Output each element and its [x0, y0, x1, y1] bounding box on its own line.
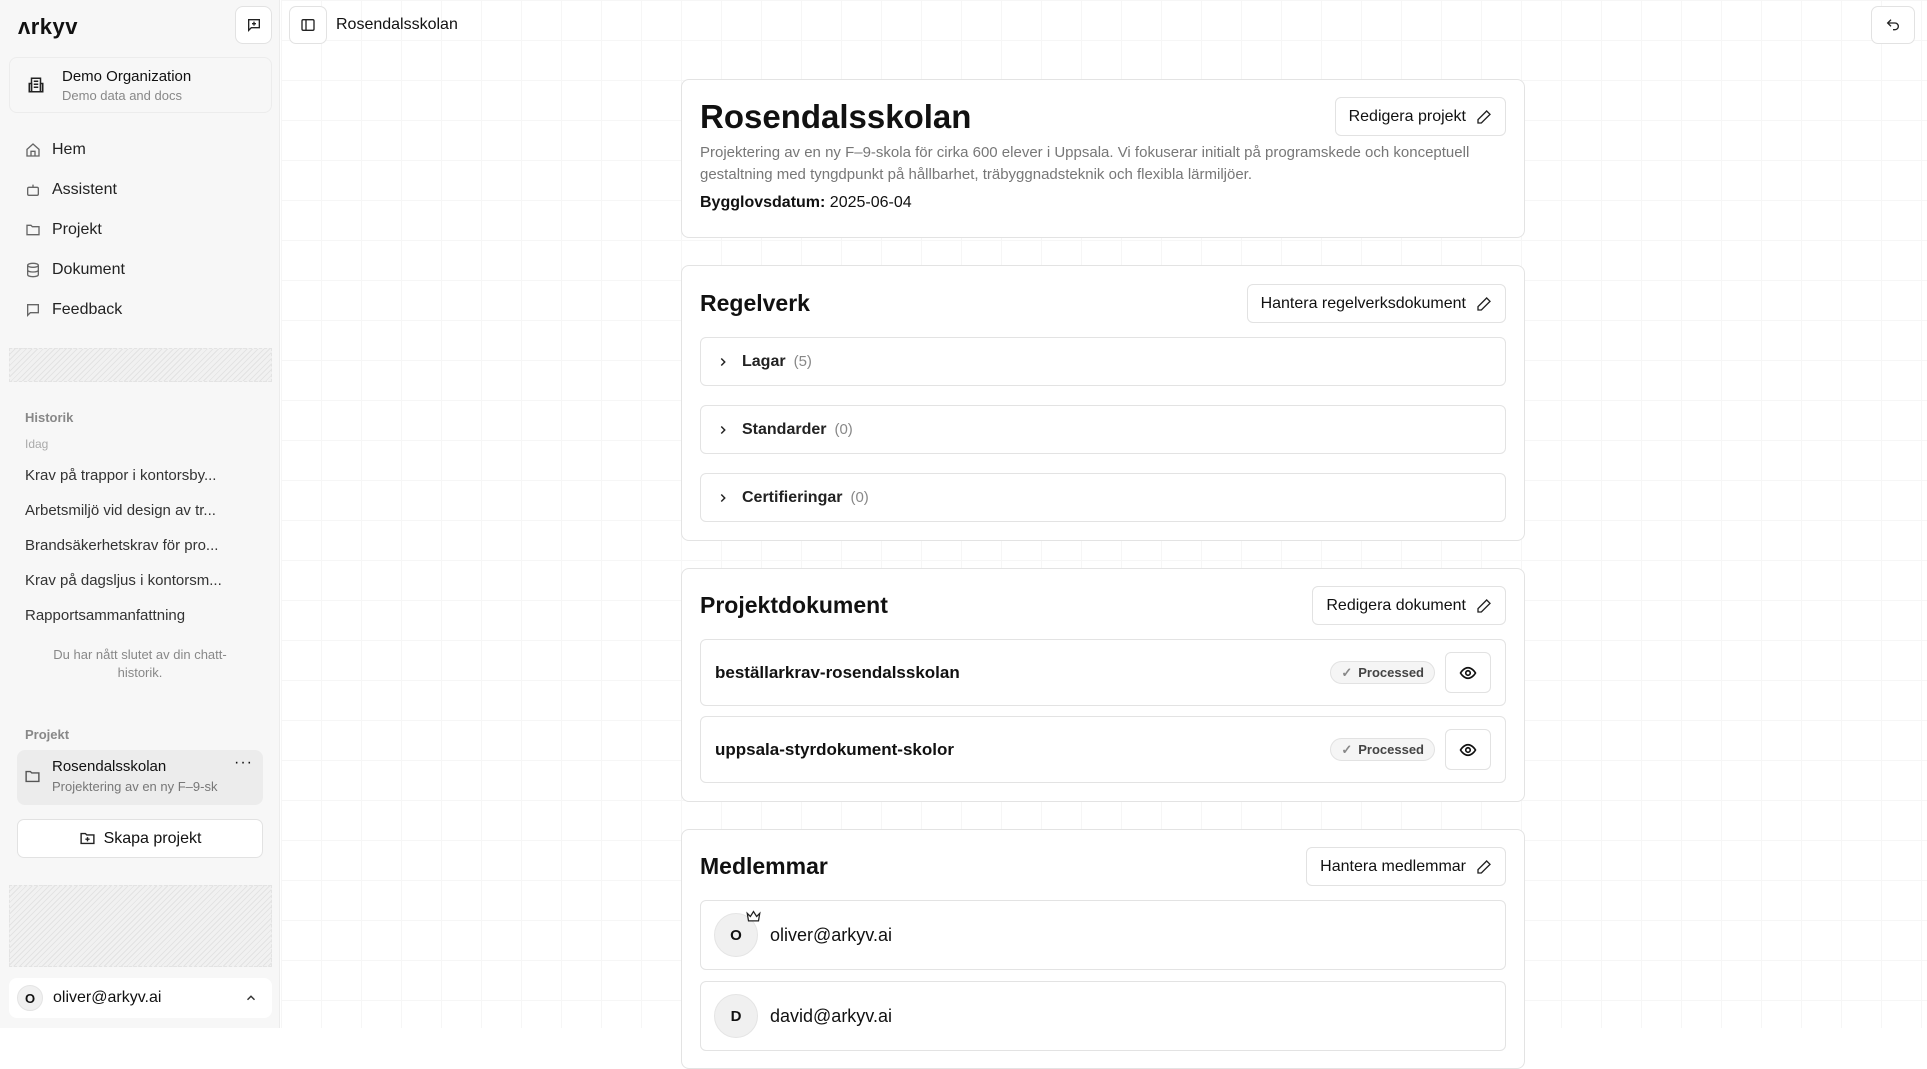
avatar: D [714, 994, 758, 1038]
document-name: beställarkrav-rosendalsskolan [715, 662, 960, 682]
manage-regulations-label: Hantera regelverksdokument [1260, 294, 1466, 312]
documents-card [681, 568, 1525, 802]
sidebar-item-dokument[interactable] [17, 250, 272, 290]
permit-label: Bygglovsdatum: [700, 194, 826, 211]
group-label: Certifieringar [742, 488, 843, 506]
sidebar-item-label: Dokument [52, 261, 125, 278]
sidebar-project-item[interactable] [17, 750, 263, 805]
regulation-group-certifieringar[interactable] [700, 473, 1506, 522]
document-row[interactable] [700, 639, 1506, 706]
eye-icon [1459, 741, 1477, 759]
pencil-icon [1476, 859, 1492, 875]
project-card [681, 79, 1525, 238]
edit-project-button[interactable] [1335, 97, 1506, 136]
sidebar-item-label: Assistent [52, 181, 117, 198]
projects-label: Projekt [25, 727, 70, 742]
member-row [700, 981, 1506, 1051]
manage-members-button[interactable] [1306, 847, 1506, 886]
section-title: Regelverk [700, 290, 810, 316]
section-title: Projektdokument [700, 592, 888, 618]
section-title: Medlemmar [700, 853, 828, 879]
edit-documents-label: Redigera dokument [1326, 596, 1466, 614]
pencil-icon [1476, 598, 1492, 614]
sidebar-item-feedback[interactable] [17, 290, 272, 330]
undo-icon [1885, 17, 1901, 33]
sidebar [0, 0, 280, 1028]
sidebar-item-label: Feedback [52, 301, 123, 318]
document-name: uppsala-styrdokument-skolor [715, 739, 954, 759]
history-item[interactable]: Arbetsmiljö vid design av tr... [25, 502, 216, 519]
undo-button[interactable] [1871, 6, 1915, 44]
chevron-right-icon [716, 423, 730, 437]
group-count: (5) [793, 353, 812, 370]
avatar: O [17, 985, 43, 1011]
project-description: Projektering av en ny F–9-sk [52, 779, 218, 794]
hatch-divider [9, 348, 272, 382]
home-icon [25, 142, 41, 158]
member-email: oliver@arkyv.ai [770, 924, 892, 945]
sidebar-item-label: Projekt [52, 221, 102, 238]
check-icon: ✓ [1341, 741, 1353, 757]
building-icon [27, 76, 45, 94]
chevron-up-icon [244, 991, 258, 1005]
create-project-label: Skapa projekt [103, 829, 202, 847]
main-content [281, 0, 1927, 1028]
permit-date [700, 194, 1506, 212]
breadcrumb: Rosendalsskolan [336, 16, 458, 33]
group-count: (0) [850, 489, 869, 506]
status-badge [1330, 661, 1435, 684]
sidebar-nav [17, 130, 272, 330]
regulation-group-lagar[interactable] [700, 337, 1506, 386]
manage-regulations-button[interactable] [1247, 284, 1506, 323]
members-card [681, 829, 1525, 1069]
regulation-group-standarder[interactable] [700, 405, 1506, 454]
view-document-button[interactable] [1445, 729, 1491, 770]
project-name: Rosendalsskolan [52, 758, 167, 775]
regelverk-card [681, 265, 1525, 541]
crown-icon [746, 910, 761, 923]
history-label: Historik [25, 410, 74, 425]
page-title: Rosendalsskolan [700, 97, 972, 135]
edit-documents-button[interactable] [1312, 586, 1506, 625]
project-description: Projektering av en ny F–9-skola för cirka 600 elever i Uppsala. Vi fokuserar initialt på programskede och konceptuell gestaltning med tyngdpunkt på hållbarhet, träbyggnadsteknik och flexibla lärmiljöer. [700, 144, 1470, 183]
manage-members-label: Hantera medlemmar [1320, 857, 1466, 875]
document-row[interactable] [700, 716, 1506, 783]
today-label: Idag [25, 437, 49, 451]
sidebar-item-assistent[interactable] [17, 170, 272, 210]
organization-switcher[interactable] [9, 57, 272, 113]
status-label: Processed [1358, 665, 1424, 680]
group-count: (0) [834, 421, 853, 438]
new-chat-button[interactable] [235, 6, 272, 44]
chevron-right-icon [716, 355, 730, 369]
status-label: Processed [1358, 742, 1424, 757]
chevron-right-icon [716, 491, 730, 505]
avatar [714, 913, 758, 957]
message-icon [25, 302, 41, 318]
avatar-initial: O [730, 926, 742, 944]
history-item[interactable]: Krav på dagsljus i kontorsm... [25, 572, 222, 589]
user-menu[interactable] [9, 978, 272, 1018]
edit-project-label: Redigera projekt [1348, 107, 1466, 125]
folder-plus-icon [79, 830, 96, 847]
member-row [700, 900, 1506, 970]
toggle-sidebar-button[interactable] [289, 6, 327, 44]
group-label: Lagar [742, 352, 786, 370]
sidebar-icon [300, 17, 316, 33]
bot-icon [25, 182, 41, 198]
history-item[interactable]: Krav på trappor i kontorsby... [25, 467, 217, 484]
eye-icon [1459, 664, 1477, 682]
folder-icon [24, 768, 41, 785]
sidebar-item-projekt[interactable] [17, 210, 272, 250]
permit-date-value: 2025-06-04 [829, 194, 912, 211]
view-document-button[interactable] [1445, 652, 1491, 693]
folder-icon [25, 222, 41, 238]
database-icon [25, 262, 41, 278]
org-subtitle: Demo data and docs [62, 87, 182, 103]
sidebar-item-label: Hem [52, 141, 86, 158]
more-options-icon[interactable]: ··· [234, 754, 253, 771]
history-end-text: Du har nått slutet av din chatt-historik. [53, 647, 227, 680]
user-email: oliver@arkyv.ai [53, 989, 162, 1006]
pencil-icon [1476, 296, 1492, 312]
pencil-icon [1476, 109, 1492, 125]
group-label: Standarder [742, 420, 827, 438]
org-name: Demo Organization [62, 67, 192, 85]
status-badge [1330, 738, 1435, 761]
hatch-divider [9, 885, 272, 967]
history-item[interactable]: Brandsäkerhetskrav för pro... [25, 537, 219, 554]
member-email: david@arkyv.ai [770, 1005, 892, 1026]
create-project-button[interactable] [17, 819, 263, 858]
sidebar-item-hem[interactable] [17, 130, 272, 170]
message-plus-icon [246, 17, 262, 33]
check-icon: ✓ [1341, 664, 1353, 680]
logo: ʌrkyv [18, 14, 79, 39]
history-item[interactable]: Rapportsammanfattning [25, 607, 186, 624]
